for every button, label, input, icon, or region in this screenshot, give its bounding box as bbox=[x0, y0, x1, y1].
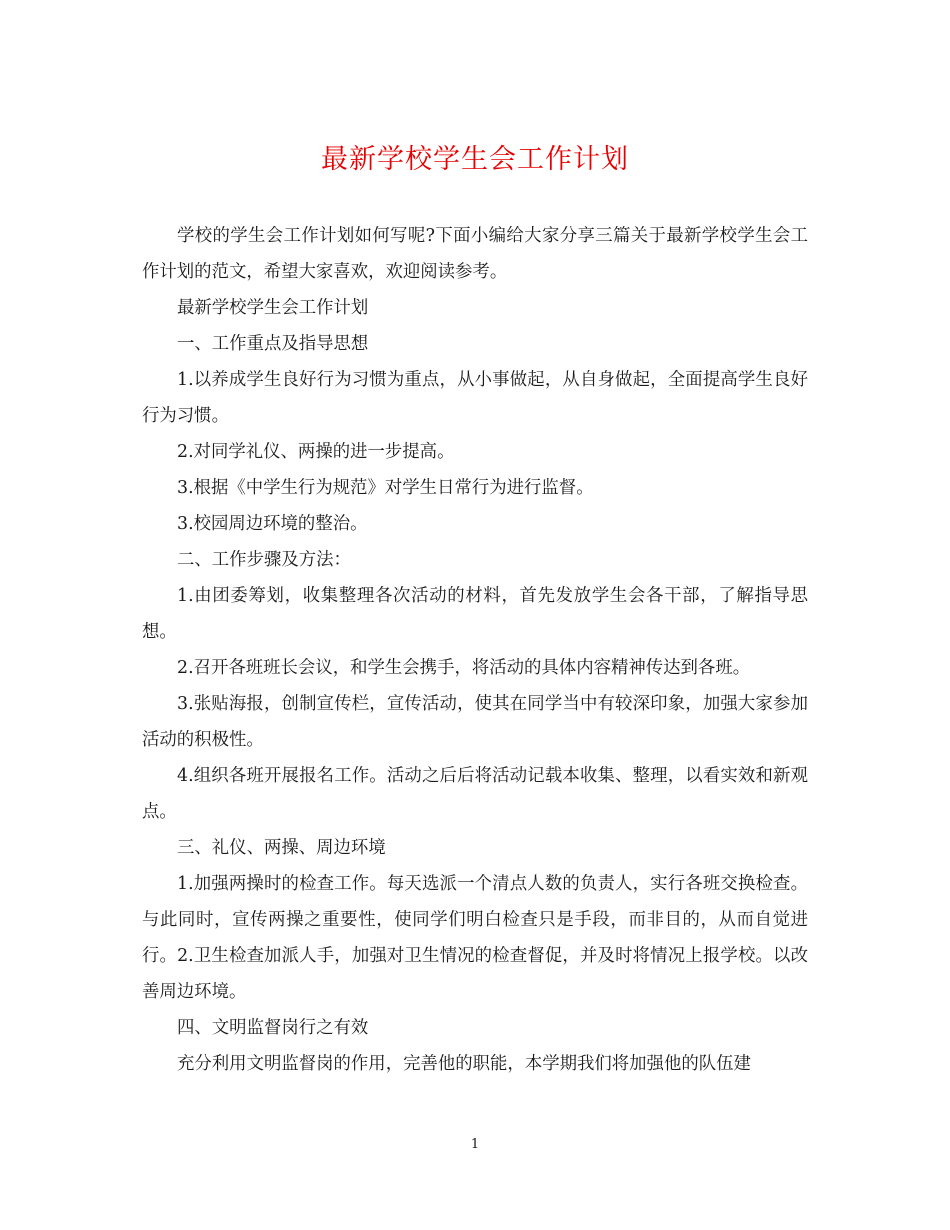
section-heading-2: 二、工作步骤及方法： bbox=[177, 550, 351, 570]
body-paragraph-4: 充分利用文明监督岗的作用，完善他的职能，本学期我们将加强他的队伍建 bbox=[177, 1054, 751, 1074]
list-item-2-4: 4.组织各班开展报名工作。活动之后后将活动记载本收集、整理，以看实效和新观点。 bbox=[142, 766, 808, 822]
page-number: 1 bbox=[470, 1137, 480, 1152]
section-heading-3: 三、礼仪、两操、周边环境 bbox=[177, 838, 386, 858]
list-item-2-3: 3.张贴海报，创制宣传栏，宣传活动，使其在同学当中有较深印象，加强大家参加活动的积极性。 bbox=[142, 694, 808, 750]
document-title: 最新学校学生会工作计划 bbox=[321, 144, 629, 175]
intro-paragraph: 学校的学生会工作计划如何写呢?下面小编给大家分享三篇关于最新学校学生会工作计划的范文，希望大家喜欢，欢迎阅读参考。 bbox=[142, 226, 808, 282]
section-heading-4: 四、文明监督岗行之有效 bbox=[177, 1018, 369, 1038]
list-item-1-2: 2.对同学礼仪、两操的进一步提高。 bbox=[177, 442, 455, 462]
list-item-1-1: 1.以养成学生良好行为习惯为重点，从小事做起，从自身做起，全面提高学生良好行为习惯。 bbox=[142, 370, 808, 426]
section-heading-1: 一、工作重点及指导思想 bbox=[177, 334, 369, 354]
list-item-3-1: 1.加强两操时的检查工作。每天选派一个清点人数的负责人，实行各班交换检查。与此同时，宣传两操之重要性，使同学们明白检查只是手段，而非目的，从而自觉进行。2.卫生检查加派人手，加强对卫生情况的检查督促，并及时将情况上报学校。以改善周边环境。 bbox=[142, 874, 808, 1002]
document-body bbox=[142, 218, 808, 1082]
list-item-1-3: 3.根据《中学生行为规范》对学生日常行为进行监督。 bbox=[177, 478, 594, 498]
list-item-1-4: 3.校园周边环境的整治。 bbox=[177, 514, 368, 534]
list-item-2-2: 2.召开各班班长会议，和学生会携手，将活动的具体内容精神传达到各班。 bbox=[177, 658, 751, 678]
list-item-2-1: 1.由团委筹划，收集整理各次活动的材料，首先发放学生会各干部，了解指导思想。 bbox=[142, 586, 808, 642]
section-heading-plan: 最新学校学生会工作计划 bbox=[177, 298, 369, 318]
